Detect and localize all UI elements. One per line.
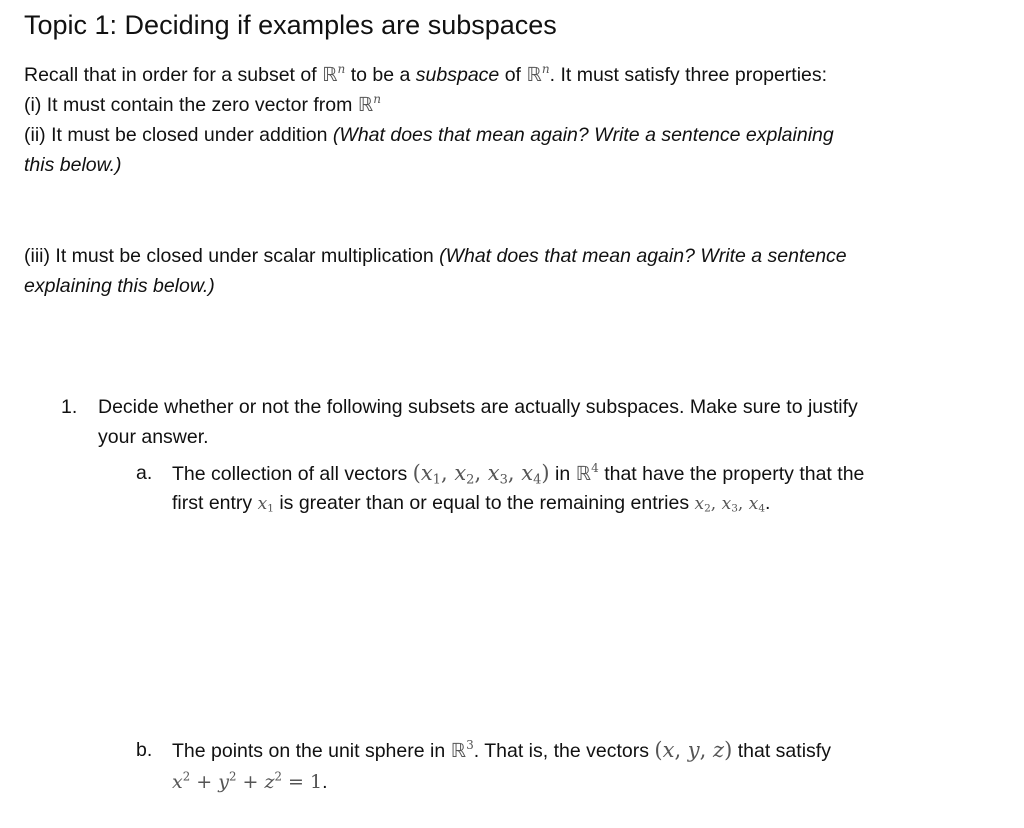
part-a-text-2: in xyxy=(555,463,571,485)
math-Rn: ℝ$^n$ xyxy=(526,62,550,86)
question-1-line1: Decide whether or not the following subsets are actually subspaces. Make sure to justify xyxy=(98,396,858,418)
math-Rn: ℝ$^n$ xyxy=(322,62,346,86)
property-ii xyxy=(24,120,834,150)
math-Rn: ℝ$^n$ xyxy=(357,92,382,116)
math-vector-x1-x4: ($x_1$, $x_2$, $x_3$, $x_4$) xyxy=(412,461,550,488)
part-a-line1 xyxy=(172,458,864,489)
property-iii xyxy=(24,241,847,271)
math-R3: ℝ$^3$ xyxy=(450,738,474,762)
part-b-text-2: . That is, the vectors xyxy=(473,740,649,762)
question-1-number: 1. xyxy=(61,396,78,418)
part-b-line2 xyxy=(172,767,327,797)
part-b-text-1: The points on the unit sphere in xyxy=(172,740,446,762)
question-1-line2: your answer. xyxy=(98,426,209,448)
part-a-text-6: . xyxy=(765,492,771,514)
subspace-word: subspace xyxy=(415,64,500,86)
property-i-text: (i) It must contain the zero vector from xyxy=(24,94,353,116)
property-iii-text: (iii) It must be closed under scalar multiplication xyxy=(24,245,434,267)
property-iii-prompt: (What does that mean again? Write a sentence xyxy=(439,245,847,267)
property-ii-prompt-cont: this below.) xyxy=(24,154,122,176)
math-vector-xyz: (x, y, z) xyxy=(654,738,733,762)
recall-text-2: to be a xyxy=(350,64,411,86)
math-R4: ℝ$^4$ xyxy=(575,461,599,485)
part-b-line1 xyxy=(172,735,831,766)
part-a-text-4: first entry xyxy=(172,492,253,514)
part-b-text-4: . xyxy=(322,771,328,793)
recall-text-1: Recall that in order for a subset of xyxy=(24,64,317,86)
part-a-text-5: is greater than or equal to the remaining entries xyxy=(279,492,690,514)
property-ii-prompt: (What does that mean again? Write a sentence explaining xyxy=(332,124,834,146)
part-a-label: a. xyxy=(136,462,153,484)
part-b-label: b. xyxy=(136,739,153,761)
math-x2-x3-x4: $x_2$, $x_3$, $x_4$ xyxy=(694,494,766,515)
part-a-text-1: The collection of all vectors xyxy=(172,463,408,485)
page-title: Topic 1: Deciding if examples are subspaces xyxy=(24,10,557,40)
part-b-text-3: that satisfy xyxy=(737,740,831,762)
recall-line xyxy=(24,60,827,90)
property-i xyxy=(24,90,381,120)
math-x1: $x_1$ xyxy=(257,494,274,515)
property-iii-prompt-cont: explaining this below.) xyxy=(24,275,215,297)
math-sphere-equation: $x^2 + y^2 + z^2 = 1$ xyxy=(172,769,323,793)
recall-text-3: of xyxy=(504,64,521,86)
part-a-line2 xyxy=(172,488,770,519)
recall-text-4: . It must satisfy three properties: xyxy=(549,64,828,86)
property-ii-text: (ii) It must be closed under addition xyxy=(24,124,328,146)
part-a-text-3: that have the property that the xyxy=(604,463,865,485)
